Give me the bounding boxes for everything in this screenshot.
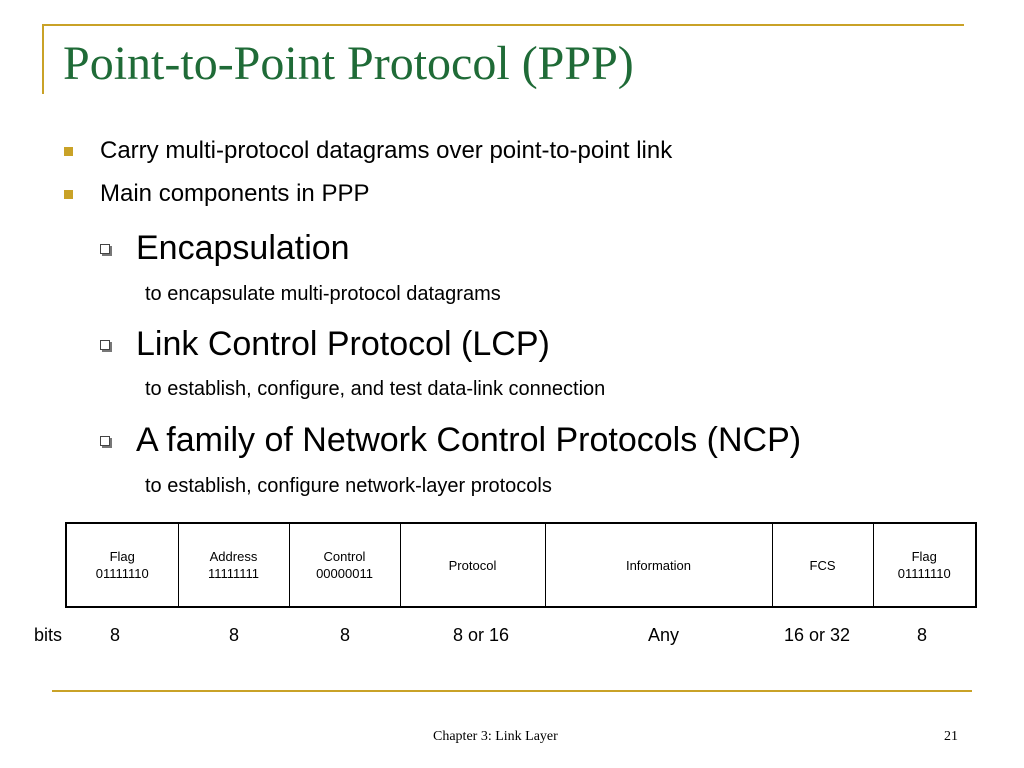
hollow-square-bullet-icon (100, 340, 110, 350)
ppp-frame-format-table (65, 522, 977, 608)
field-flag-start (66, 523, 178, 607)
bits-address: 8 (229, 625, 240, 645)
field-address (178, 523, 289, 607)
bits-control: 8 (340, 625, 351, 645)
component-name: Link Control Protocol (LCP) (136, 325, 550, 363)
field-protocol (400, 523, 545, 607)
field-flag-end (873, 523, 976, 607)
field-value: 01111110 (897, 566, 951, 581)
bits-information: Any (648, 625, 680, 645)
left-rule (42, 24, 44, 94)
field-value: 01111110 (95, 566, 149, 581)
component-name: A family of Network Control Protocols (NCP) (136, 421, 802, 459)
square-bullet-icon (64, 190, 73, 199)
footer-chapter: Chapter 3: Link Layer (433, 729, 558, 744)
field-control (289, 523, 400, 607)
frame-fields-row (66, 523, 976, 607)
component-name: Encapsulation (136, 229, 350, 267)
component-description: to encapsulate multi-protocol datagrams (145, 283, 501, 305)
field-value: 00000011 (316, 566, 373, 581)
field-name: FCS (809, 557, 836, 573)
field-name: Control (323, 549, 366, 564)
bits-flag-start: 8 (110, 625, 121, 645)
field-fcs (772, 523, 873, 607)
bits-label: bits (34, 625, 63, 645)
field-information (545, 523, 772, 607)
field-value: 11111111 (207, 566, 260, 581)
bits-protocol: 8 or 16 (453, 625, 510, 645)
bits-fcs: 16 or 32 (784, 625, 851, 645)
bullet-text: Main components in PPP (100, 180, 370, 207)
component-description: to establish, configure, and test data-link connection (145, 378, 606, 400)
field-name: Flag (109, 549, 135, 564)
field-name: Protocol (448, 557, 497, 573)
field-name: Flag (911, 549, 937, 564)
top-rule (42, 24, 964, 26)
page-number: 21 (944, 729, 958, 744)
slide-title: Point-to-Point Protocol (PPP) (63, 37, 634, 90)
bottom-rule (52, 690, 972, 692)
field-name: Address (209, 549, 258, 564)
bullet-text: Carry multi-protocol datagrams over point-to-point link (100, 137, 673, 164)
field-name: Information (625, 557, 692, 573)
square-bullet-icon (64, 147, 73, 156)
hollow-square-bullet-icon (100, 244, 110, 254)
component-description: to establish, configure network-layer protocols (145, 475, 552, 497)
bits-flag-end: 8 (917, 625, 928, 645)
hollow-square-bullet-icon (100, 436, 110, 446)
